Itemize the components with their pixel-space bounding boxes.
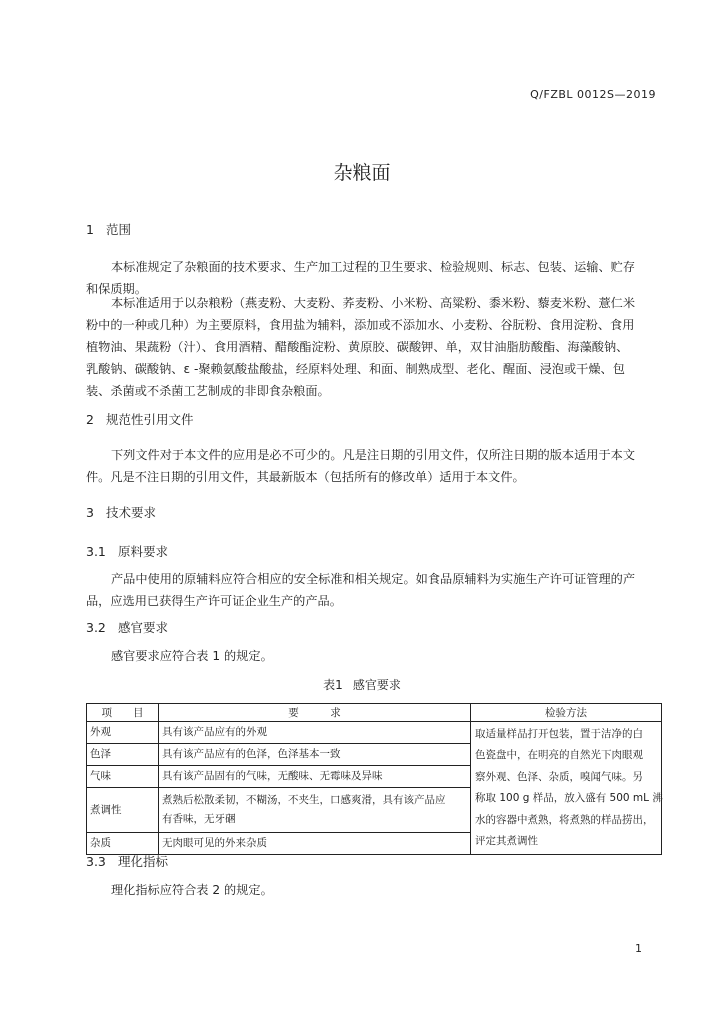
method-line: 色瓷盘中，在明亮的自然光下肉眼观 bbox=[475, 749, 643, 762]
header-requirement: 要 求 bbox=[159, 704, 471, 722]
header-method: 检验方法 bbox=[471, 704, 662, 722]
section-3-1-paragraph bbox=[86, 568, 658, 612]
document-title: 杂粮面 bbox=[333, 162, 391, 184]
text-line: 理化指标应符合表 2 的规定。 bbox=[111, 883, 273, 897]
section-number: 3.3 bbox=[86, 854, 106, 869]
section-number: 2 bbox=[86, 412, 94, 427]
section-title: 原料要求 bbox=[118, 544, 169, 559]
row-item: 煮调性 bbox=[87, 788, 159, 833]
row-item: 杂质 bbox=[87, 833, 159, 855]
method-line: 称取 100 g 样品，放入盛有 500 mL 沸 bbox=[475, 792, 663, 805]
table-title: 感官要求 bbox=[352, 678, 401, 692]
section-1-heading bbox=[86, 220, 131, 238]
inspection-method bbox=[471, 722, 662, 855]
row-requirement: 无肉眼可见的外来杂质 bbox=[159, 833, 471, 855]
text-line: 本标准规定了杂粮面的技术要求、生产加工过程的卫生要求、检验规则、标志、包装、运输、贮存 bbox=[111, 260, 636, 274]
table-row bbox=[87, 722, 662, 744]
section-3-heading bbox=[86, 503, 156, 521]
row-item: 气味 bbox=[87, 766, 159, 788]
page-number: 1 bbox=[635, 942, 642, 955]
row-requirement: 具有该产品应有的色泽，色泽基本一致 bbox=[159, 744, 471, 766]
section-title: 规范性引用文件 bbox=[106, 412, 194, 427]
text-line: 植物油、果蔬粉（汁）、食用酒精、醋酸酯淀粉、黄原胶、碳酸钾、单，双甘油脂肪酸酯、海藻酸钠、 bbox=[86, 340, 629, 354]
text-line: 装、杀菌或不杀菌工艺制成的非即食杂粮面。 bbox=[86, 384, 330, 398]
section-1-paragraph-2 bbox=[86, 292, 658, 402]
section-title: 范围 bbox=[106, 222, 132, 237]
row-requirement: 具有该产品固有的气味，无酸味、无霉味及异味 bbox=[159, 766, 471, 788]
text-line: 乳酸钠、碳酸钠、ε -聚赖氨酸盐酸盐，经原料处理、和面、制熟成型、老化、醒面、浸泡或干燥、包 bbox=[86, 362, 625, 376]
section-3-1-heading bbox=[86, 542, 168, 560]
section-3-2-paragraph bbox=[86, 645, 658, 667]
header-item: 项 目 bbox=[87, 704, 159, 722]
section-title: 感官要求 bbox=[118, 620, 169, 635]
sensory-requirements-table bbox=[86, 703, 662, 855]
text-line: 和保质期。 bbox=[86, 282, 147, 296]
section-title: 理化指标 bbox=[118, 854, 169, 869]
row-item: 色泽 bbox=[87, 744, 159, 766]
section-title: 技术要求 bbox=[106, 505, 157, 520]
requirement-line: 有香味，无牙硱 bbox=[162, 813, 236, 826]
section-2-heading bbox=[86, 410, 194, 428]
section-number: 3.1 bbox=[86, 544, 106, 559]
table-header-row bbox=[87, 704, 662, 722]
section-number: 1 bbox=[86, 222, 94, 237]
text-line: 下列文件对于本文件的应用是必不可少的。凡是注日期的引用文件，仅所注日期的版本适用于本文 bbox=[111, 448, 636, 462]
section-2-paragraph-1 bbox=[86, 444, 658, 488]
method-line: 察外观、色泽、杂质，嗅闻气味。另 bbox=[475, 770, 643, 783]
text-line: 品，应选用已获得生产许可证企业生产的产品。 bbox=[86, 594, 342, 608]
text-line: 感官要求应符合表 1 的规定。 bbox=[111, 649, 273, 663]
text-line: 产品中使用的原辅料应符合相应的安全标准和相关规定。如食品原辅料为实施生产许可证管理的产 bbox=[111, 572, 636, 586]
section-number: 3.2 bbox=[86, 620, 106, 635]
row-requirement bbox=[159, 788, 471, 833]
method-line: 取适量样品打开包装，置于洁净的白 bbox=[475, 728, 643, 740]
table-1-caption bbox=[0, 676, 724, 693]
section-3-3-heading bbox=[86, 852, 168, 870]
requirement-line: 煮熟后松散柔韧，不糊汤，不夹生，口感爽滑，具有该产品应 bbox=[162, 794, 446, 807]
text-line: 粉中的一种或几种）为主要原料，食用盐为辅料，添加或不添加水、小麦粉、谷朊粉、食用淀粉、食用 bbox=[86, 318, 635, 332]
document-number: Q/FZBL 0012S—2019 bbox=[530, 88, 656, 101]
table-number: 表1 bbox=[323, 678, 343, 692]
text-line: 件。凡是不注日期的引用文件，其最新版本（包括所有的修改单）适用于本文件。 bbox=[86, 470, 525, 484]
section-3-2-heading bbox=[86, 618, 168, 636]
row-requirement: 具有该产品应有的外观 bbox=[159, 722, 471, 744]
text-line: 本标准适用于以杂粮粉（燕麦粉、大麦粉、荞麦粉、小米粉、高粱粉、黍米粉、藜麦米粉、薏仁米 bbox=[111, 296, 636, 310]
row-item: 外观 bbox=[87, 722, 159, 744]
method-line: 评定其煮调性 bbox=[475, 835, 538, 848]
section-number: 3 bbox=[86, 505, 94, 520]
method-line: 水的容器中煮熟，将煮熟的样品捞出， bbox=[475, 813, 654, 826]
section-3-3-paragraph bbox=[86, 879, 658, 901]
